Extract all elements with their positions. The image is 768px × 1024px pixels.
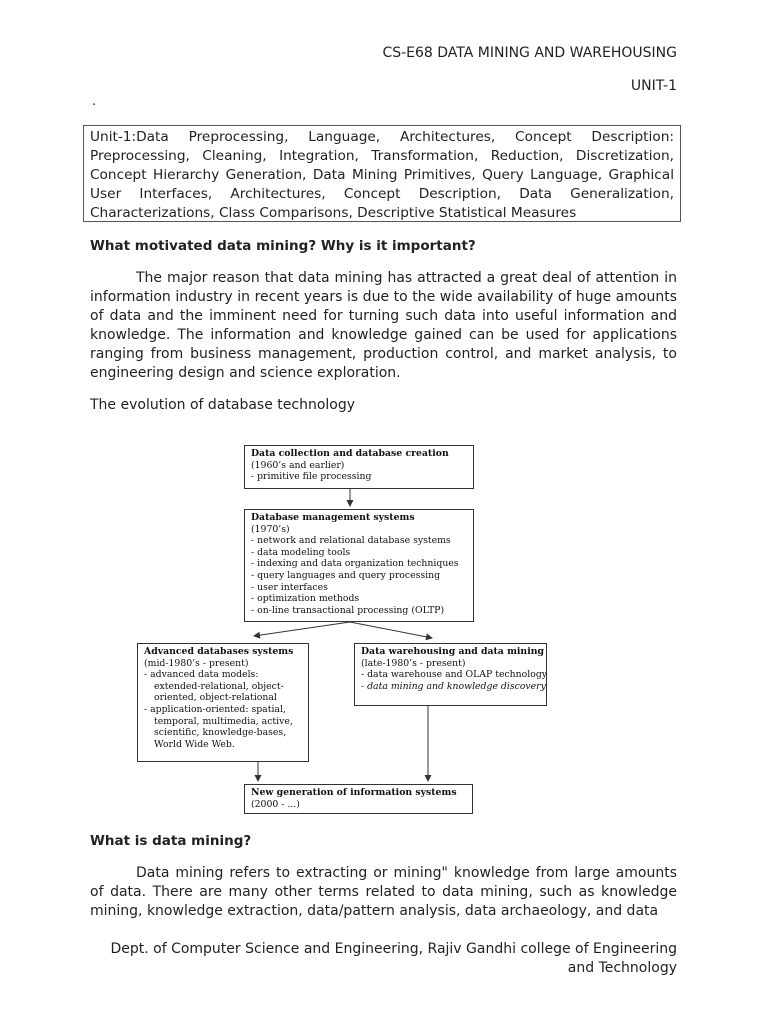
box1-title: Data collection and database creation bbox=[251, 448, 449, 459]
box5-title: New generation of information systems bbox=[251, 787, 457, 798]
data-mining-paragraph bbox=[90, 864, 677, 921]
box2-line: - indexing and data organization techniques bbox=[251, 558, 459, 570]
box4-line: - data warehouse and OLAP technology bbox=[361, 669, 548, 681]
box5-line: (2000 - ...) bbox=[251, 798, 300, 810]
box3-line: World Wide Web. bbox=[154, 738, 235, 750]
unit-label: UNIT-1 bbox=[630, 78, 677, 94]
arrow-box2-to-box3 bbox=[254, 622, 350, 636]
box4-line: - data mining and knowledge discovery bbox=[361, 680, 546, 692]
syllabus-box bbox=[83, 125, 681, 222]
section-heading-data-mining: What is data mining? bbox=[90, 833, 252, 849]
footer bbox=[77, 940, 677, 978]
box2-line: - data modeling tools bbox=[251, 546, 351, 558]
box3-line: (mid-1980’s - present) bbox=[144, 657, 249, 669]
evolution-label: The evolution of database technology bbox=[90, 397, 356, 413]
box2-line: - on-line transactional processing (OLTP) bbox=[251, 604, 445, 616]
arrow-box2-to-box4 bbox=[350, 622, 432, 638]
diagram-box-new-generation bbox=[244, 784, 473, 814]
diagram-box-advanced-db bbox=[137, 643, 309, 762]
box3-title: Advanced databases systems bbox=[144, 646, 294, 657]
box1-line: - primitive file processing bbox=[251, 471, 372, 483]
box3-line: oriented, object-relational bbox=[154, 692, 277, 704]
box2-title: Database management systems bbox=[251, 512, 415, 523]
box2-line: (1970’s) bbox=[251, 523, 290, 535]
diagram-box-dbms bbox=[244, 509, 474, 622]
box3-line: temporal, multimedia, active, bbox=[154, 715, 293, 727]
box2-line: - optimization methods bbox=[251, 593, 360, 605]
motivation-paragraph bbox=[90, 269, 677, 383]
diagram-box-data-collection bbox=[244, 445, 474, 489]
box4-line: (late-1980’s - present) bbox=[361, 657, 466, 669]
box2-line: - query languages and query processing bbox=[251, 569, 441, 581]
footer-line-1: Dept. of Computer Science and Engineering, Rajiv Gandhi college of Engineering bbox=[110, 941, 677, 957]
box2-line: - user interfaces bbox=[251, 581, 328, 593]
box3-line: extended-relational, object- bbox=[154, 680, 284, 692]
data-mining-text: Data mining refers to extracting or mining" knowledge from large amounts of data. There are many other terms related to data mining, such as knowledge mining, knowledge extraction, data/pattern analysis, data archaeology, and data bbox=[90, 865, 677, 919]
course-title: CS-E68 DATA MINING AND WAREHOUSING bbox=[382, 45, 677, 61]
syllabus-text: Unit-1:Data Preprocessing, Language, Architectures, Concept Description: Preprocessing, Cleaning, Integration, Transformation, Reduction, Discretization, Concept Hierarchy Generation, Data Mining Primitives, Query Language, Graphical User Interfaces, Architectures, Concept Description, Data Generalization, Characterizations, Class Comparisons, Descriptive Statistical Measures bbox=[90, 129, 674, 221]
box3-line: scientific, knowledge-bases, bbox=[154, 727, 287, 739]
box1-line: (1960’s and earlier) bbox=[251, 459, 345, 471]
motivation-text: The major reason that data mining has attracted a great deal of attention in information industry in recent years is due to the wide availability of huge amounts of data and the imminent need for turning such data into useful information and knowledge. The information and knowledge gained can be used for applications ranging from business management, production control, and market analysis, to engineering design and science exploration. bbox=[90, 270, 677, 381]
section-heading-motivation: What motivated data mining? Why is it important? bbox=[90, 238, 476, 254]
footer-line-2: and Technology bbox=[567, 960, 677, 976]
box3-line: - advanced data models: bbox=[144, 669, 259, 681]
box3-line: - application-oriented: spatial, bbox=[144, 703, 286, 715]
stray-dot: . bbox=[92, 94, 97, 109]
box4-title: Data warehousing and data mining bbox=[361, 646, 544, 657]
diagram-box-warehousing bbox=[354, 643, 547, 706]
box2-line: - network and relational database systems bbox=[251, 535, 451, 547]
